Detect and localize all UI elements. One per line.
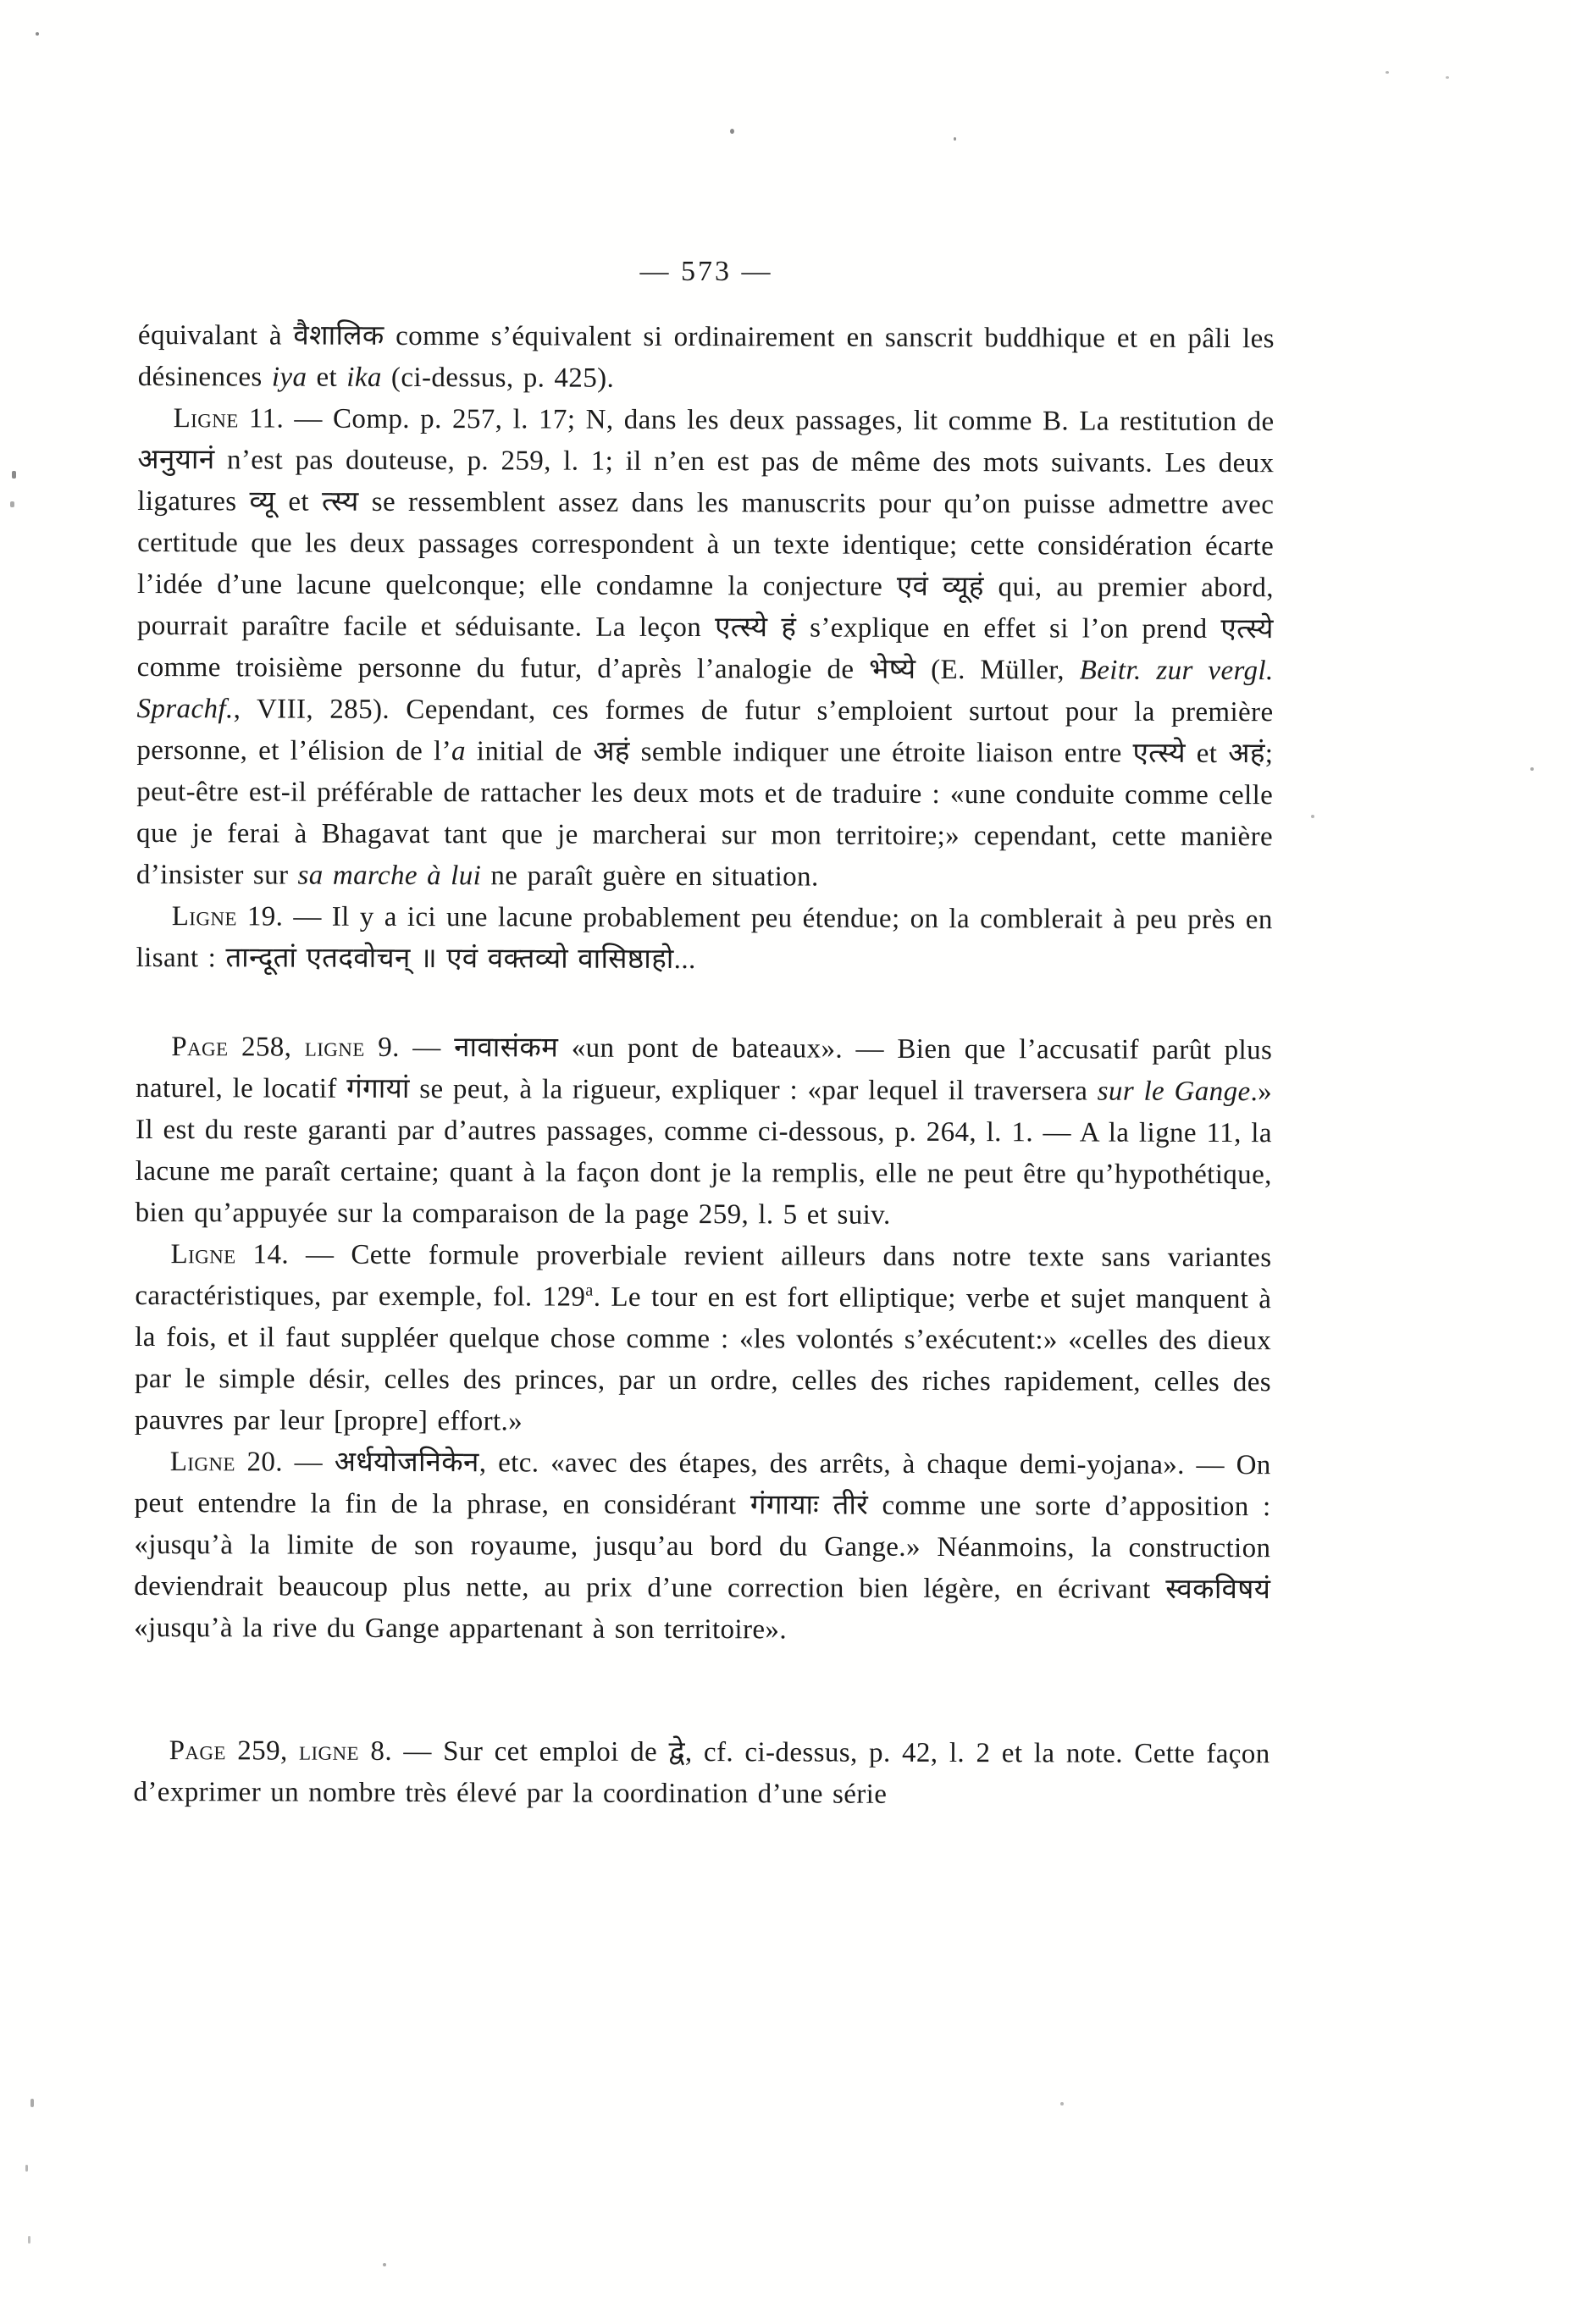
page-number: — 573 — (639, 256, 773, 287)
text-segment: , etc. «avec des étapes, des arrêts, à chaque demi-yojana». — On peut entendre la fin de la phrase, en considérant (134, 1447, 1271, 1521)
text-segment: qui, au premier abord, pourrait paraître facile et séduisante. La leçon (136, 572, 1275, 644)
devanagari-text: भेष्ये (869, 654, 916, 685)
smallcaps-label: ligne (299, 1735, 360, 1767)
text-segment: et (275, 486, 323, 517)
text-segment: initial de (465, 736, 594, 767)
devanagari-text: एवं व्यूहं (896, 571, 984, 603)
scan-speck (1446, 76, 1449, 79)
text-segment: ; peut-être est-il préférable de rattacher les deux mots et de traduire : «une conduite comme celle que je ferai à Bhagavat tant que je marcherai sur mon territoire;» cependant, cette manière d’insister sur (136, 739, 1274, 891)
italic-text: sa marche à lui (297, 860, 482, 892)
italic-text: ika (346, 362, 382, 393)
text-segment: .» Il est du reste garanti par d’autres passages, comme ci-dessous, p. 264, l. 1. — A la ligne 11, la lacune me paraît certaine; quant à la façon dont je la remplis, elle ne peut être qu’hypothétique, bien qu’appuyée sur la comparaison de la page 259, l. 5 et suiv. (135, 1076, 1273, 1231)
text-block (133, 315, 1275, 1817)
text-segment: s’explique en effet si l’on prend (796, 612, 1221, 645)
scan-speck (383, 2263, 386, 2266)
devanagari-text: तान्दूतां एतदवोचन् ॥ एवं वक्तव्यो वासिष्ठाहो (225, 943, 674, 975)
scan-speck (36, 32, 39, 36)
page-note-paragraph (136, 1026, 1273, 1237)
smallcaps-label: ligne (304, 1032, 365, 1063)
text-segment: , VIII, 285). Cependant, ces formes de futur s’emploient surtout pour la première personne, et l’élision de l’ (136, 694, 1274, 767)
paragraph (135, 1234, 1272, 1445)
text-segment: 8. — Sur cet emploi de (358, 1735, 669, 1768)
devanagari-text: त्स्य (321, 486, 359, 517)
smallcaps-label: Ligne (171, 901, 237, 932)
text-segment: , cf. ci-dessus, p. 42, l. 2 et la note. Cette façon d’exprimer un nombre très élevé par la coordination d’une série (133, 1737, 1270, 1810)
italic-text: sur le Gange (1097, 1076, 1251, 1108)
devanagari-text: एत्स्ये हं (715, 612, 797, 644)
text-segment: équivalant à (137, 319, 294, 351)
text-segment: 14. — Cette formule proverbiale revient ailleurs dans notre texte sans variantes caractéristiques, par exemple, fol. 129 (135, 1239, 1272, 1313)
italic-text: a (451, 736, 467, 767)
scan-speck (1311, 815, 1314, 818)
scan-speck (954, 137, 956, 141)
scan-speck (1060, 2102, 1064, 2105)
paragraph (136, 896, 1273, 982)
paragraph (138, 315, 1275, 401)
text-segment: se ressemblent assez dans les manuscrits pour qu’on puisse admettre avec certitude que les deux passages correspondent à un texte identique; cette considération écarte l’idée d’une lacune quelconque; elle condamne la conjecture (136, 486, 1275, 602)
text-segment: et (1185, 738, 1229, 770)
text-segment: comme une sorte d’apposition : «jusqu’à la limite de son royaume, jusqu’au bord du Gange.» Néanmoins, la construction deviendrait beaucoup plus nette, au prix d’une correction bien légère, en écrivant (134, 1490, 1271, 1605)
scan-speck (1530, 767, 1534, 771)
text-segment: comme s’équivalent si ordinairement en sanscrit buddhique et en pâli les désinences (137, 320, 1275, 393)
scan-speck (10, 501, 14, 507)
text-segment: «un pont de bateaux». — Bien que l’accusatif parût plus naturel, le locatif (136, 1032, 1273, 1104)
italic-text: iya (271, 362, 307, 393)
smallcaps-label: Page (169, 1735, 226, 1767)
devanagari-text: अहं (593, 736, 630, 767)
superscript-text: a (585, 1281, 594, 1300)
devanagari-text: एत्स्ये (1132, 738, 1186, 769)
text-segment: comme troisième personne du futur, d’après l’analogie de (136, 651, 870, 685)
devanagari-text: वैशालिक (293, 320, 384, 351)
devanagari-text: गंगायां (346, 1073, 410, 1105)
scan-speck (30, 2099, 34, 2107)
smallcaps-label: Ligne (170, 1239, 236, 1270)
text-segment: (E. Müller, (915, 654, 1080, 686)
text-segment: . Le tour en est fort elliptique; verbe et sujet manquent à la fois, et il faut suppléer quelque chose comme : «les volontés s’exécutent:» «celles des dieux par le simple désir, celles des princes, par un ordre, celles des riches rapidement, celles des pauvres par leur [propre] effort.» (134, 1281, 1272, 1437)
text-segment: 20. — (235, 1447, 335, 1478)
devanagari-text: एत्स्ये (1220, 614, 1274, 645)
devanagari-text: व्यू (249, 486, 276, 517)
text-segment: se peut, à la rigueur, expliquer : «par lequel il traversera (409, 1074, 1098, 1107)
devanagari-text: स्वकविषयं (1165, 1574, 1271, 1606)
text-segment: n’est pas douteuse, p. 259, l. 1; il n’en est pas de même des mots suivants. Les deux ligatures (137, 445, 1275, 517)
text-segment: 11. — Comp. p. 257, l. 17; N, dans les deux passages, lit comme B. La restitution de (238, 403, 1275, 438)
devanagari-text: नावासंकम (454, 1032, 559, 1064)
devanagari-text: अनुयानं (137, 444, 215, 476)
devanagari-text: अर्धयोजनिकेन (334, 1447, 479, 1479)
text-segment: 259, (225, 1735, 300, 1767)
paragraph (134, 1441, 1271, 1652)
text-segment: 258, (228, 1032, 305, 1063)
text-segment: 9. — (364, 1032, 455, 1064)
scan-speck (25, 2165, 28, 2172)
text-segment: ne paraît guère en situation. (481, 860, 819, 893)
text-segment: «jusqu’à la rive du Gange appartenant à son territoire». (134, 1612, 788, 1646)
text-segment: ... (673, 943, 696, 976)
smallcaps-label: Ligne (173, 403, 239, 434)
scan-speck (28, 2236, 30, 2244)
devanagari-text: अहं (1228, 739, 1265, 770)
smallcaps-label: Ligne (169, 1447, 235, 1478)
devanagari-text: गंगायाः तीरं (750, 1490, 869, 1521)
italic-text: Beitr. zur vergl. Sprachf. (136, 655, 1274, 725)
scan-speck (1386, 71, 1389, 74)
smallcaps-label: Page (171, 1032, 229, 1063)
text-segment: semble indiquer une étroite liaison entre (629, 736, 1133, 769)
scan-speck (12, 471, 16, 479)
text-segment: et (307, 362, 347, 393)
scan-speck (730, 129, 734, 134)
paragraph (136, 398, 1275, 899)
devanagari-text: द्वे (668, 1736, 685, 1768)
text-segment: 19. — Il y a ici une lacune probablement peu étendue; on la comblerait à peu près en lisant : (136, 901, 1273, 974)
text-segment: (ci-dessus, p. 425). (381, 362, 615, 394)
page-note-paragraph (133, 1730, 1270, 1817)
